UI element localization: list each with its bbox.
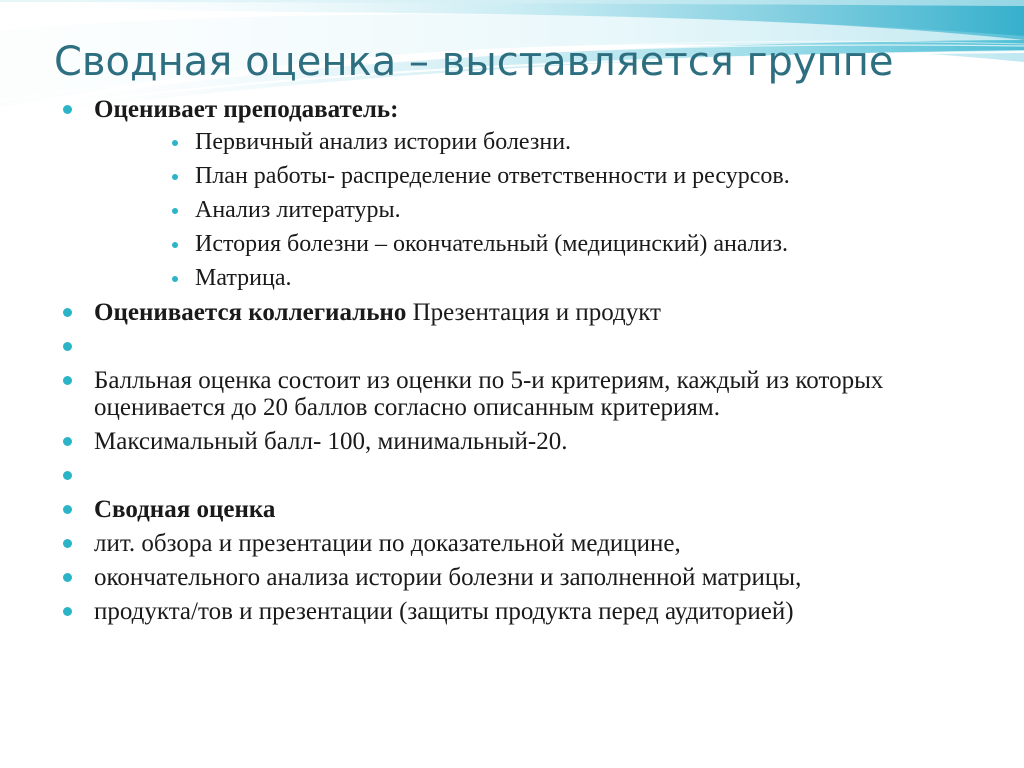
bullet-text: Максимальный балл- 100, минимальный-20. [94,428,568,455]
bullet-summary-heading [62,496,982,523]
bullet-empty [62,333,982,360]
bullet-list [62,96,982,625]
bullet-text: Презентация и продукт [406,299,661,326]
sub-bullet-item: Первичный анализ истории болезни. [165,129,982,156]
bullet-lit-review [62,530,982,557]
bullet-teacher-evaluates [62,96,982,292]
bullet-text: продукта/тов и презентации (защиты продукта перед аудиторией) [94,598,794,625]
bullet-bold-text: Оценивает преподаватель: [94,96,399,123]
sub-bullet-item: Анализ литературы. [165,197,982,224]
bullet-collegial [62,299,982,326]
bullet-product [62,598,982,625]
bullet-text: окончательного анализа истории болезни и заполненной матрицы, [94,564,802,591]
sub-bullet-item: История болезни – окончательный (медицинский) анализ. [165,231,982,258]
bullet-scoring [62,367,982,421]
bullet-final-analysis [62,564,982,591]
sub-bullet-item: План работы- распределение ответственности и ресурсов. [165,163,982,190]
slide-title: Сводная оценка – выставляется группе [54,39,894,85]
sub-bullet-list [94,129,982,292]
bullet-bold-text: Оценивается коллегиально [94,299,407,326]
sub-bullet-item: Матрица. [165,265,982,292]
bullet-text: Балльная оценка состоит из оценки по 5-и критериям, каждый из которых оценивается до 20 баллов согласно описанным критериям. [94,367,884,421]
bullet-bold-text: Сводная оценка [94,496,276,523]
bullet-text: лит. обзора и презентации по доказательной медицине, [94,530,681,557]
bullet-empty [62,462,982,489]
bullet-max-score [62,428,982,455]
